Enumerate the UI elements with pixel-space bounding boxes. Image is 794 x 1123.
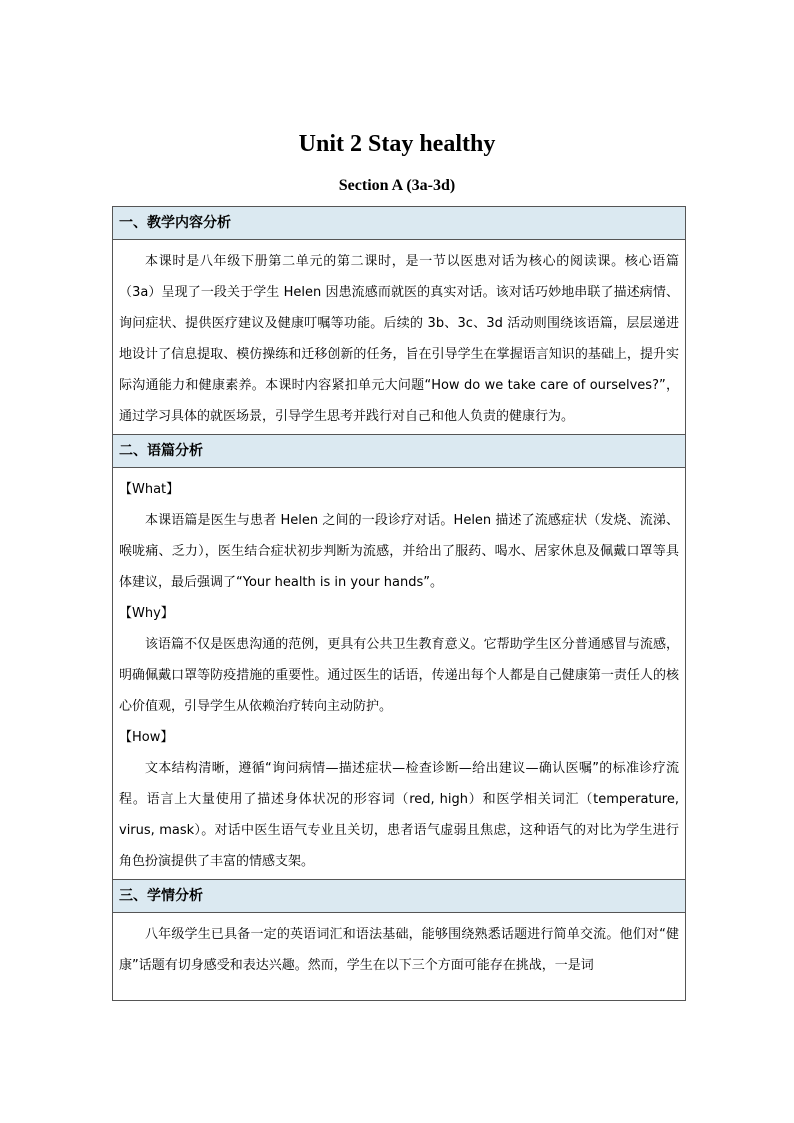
why-label: 【Why】 xyxy=(119,606,174,621)
what-paragraph: 本课语篇是医生与患者 Helen 之间的一段诊疗对话。Helen 描述了流感症状（发烧、流涕、喉咙痛、乏力），医生结合症状初步判断为流感，并给出了服药、喝水、居家休息及佩戴口罩等具体建议，最后强调了“Your health is in your hands”。 xyxy=(119,513,679,590)
section-body-text-analysis xyxy=(113,468,685,880)
section-header-text-analysis: 二、语篇分析 xyxy=(113,435,685,468)
lesson-plan-table xyxy=(112,206,686,1001)
page-title: Unit 2 Stay healthy xyxy=(298,131,496,157)
how-label: 【How】 xyxy=(119,730,174,745)
section-header-learner-analysis: 三、学情分析 xyxy=(113,880,685,913)
paragraph: 本课时是八年级下册第二单元的第二课时，是一节以医患对话为核心的阅读课。核心语篇（3a）呈现了一段关于学生 Helen 因患流感而就医的真实对话。该对话巧妙地串联了描述病情、询问症状、提供医疗建议及健康叮嘱等功能。后续的 3b、3c、3d 活动则围绕该语篇，层层递进地设计了信息提取、模仿操练和迁移创新的任务，旨在引导学生在掌握语言知识的基础上，提升实际沟通能力和健康素养。本课时内容紧扣单元大问题“How do we take care of ourselves?”，通过学习具体的就医场景，引导学生思考并践行对自己和他人负责的健康行为。 xyxy=(119,254,679,424)
section-body-learner-analysis xyxy=(113,913,685,1001)
how-paragraph: 文本结构清晰，遵循“询问病情—描述症状—检查诊断—给出建议—确认医嘱”的标准诊疗流程。语言上大量使用了描述身体状况的形容词（red, high）和医学相关词汇（temperature, virus, mask）。对话中医生语气专业且关切，患者语气虚弱且焦虑，这种语气的对比为学生进行角色扮演提供了丰富的情感支架。 xyxy=(119,761,679,869)
what-label: 【What】 xyxy=(119,482,180,497)
section-body-content-analysis xyxy=(113,240,685,435)
section-header-content-analysis: 一、教学内容分析 xyxy=(113,207,685,240)
paragraph: 八年级学生已具备一定的英语词汇和语法基础，能够围绕熟悉话题进行简单交流。他们对“健康”话题有切身感受和表达兴趣。然而，学生在以下三个方面可能存在挑战，一是词 xyxy=(119,927,679,973)
page-subtitle: Section A (3a-3d) xyxy=(338,177,456,194)
why-paragraph: 该语篇不仅是医患沟通的范例，更具有公共卫生教育意义。它帮助学生区分普通感冒与流感，明确佩戴口罩等防疫措施的重要性。通过医生的话语，传递出每个人都是自己健康第一责任人的核心价值观，引导学生从依赖治疗转向主动防护。 xyxy=(119,637,679,714)
